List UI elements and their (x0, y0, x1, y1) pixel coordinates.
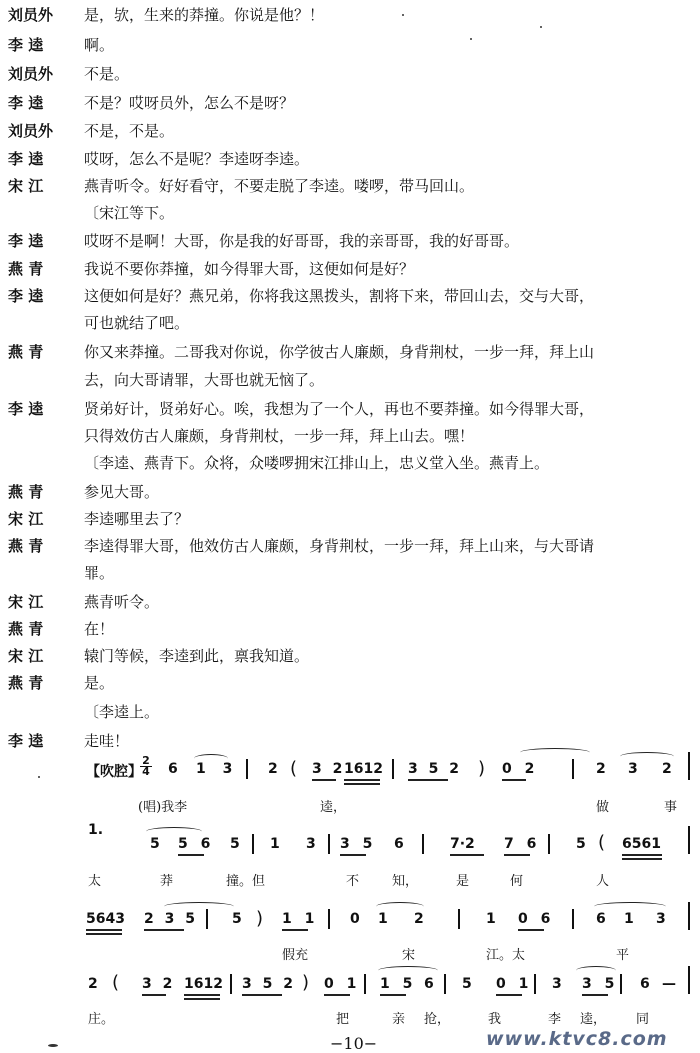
note: — (662, 976, 676, 992)
underline-mark (184, 998, 220, 1000)
slur-mark (520, 748, 590, 757)
speaker-name: 燕 青 (8, 674, 44, 692)
note: 6 (424, 976, 434, 992)
note: 5 (462, 976, 472, 992)
underline-mark (450, 854, 484, 856)
note: 1612 (184, 976, 223, 992)
bar-line (392, 759, 394, 779)
note: 3 5 2 (408, 761, 462, 777)
note: 1 (624, 911, 634, 927)
dialogue-text: 李逵得罪大哥，他效仿古人廉颇，身背荆杖，一步一拜，拜上山来，与大哥请 (84, 537, 595, 555)
speaker-name: 燕 青 (8, 343, 44, 361)
note: 3 5 2 (242, 976, 296, 992)
scan-speck (470, 38, 472, 40)
note: 5 (150, 836, 160, 852)
note: 3 (306, 836, 316, 852)
note: 1 5 (380, 976, 417, 992)
lyric: 太 (88, 874, 102, 889)
dialogue-text: 我说不要你莽撞，如今得罪大哥，这便如何是好？ (84, 260, 415, 278)
slur-mark (576, 966, 616, 975)
underline-mark (504, 854, 530, 856)
bar-line (328, 834, 330, 854)
lyric: 事 (664, 800, 678, 815)
lyric: 是 (456, 874, 470, 889)
note: 3 2 (142, 976, 176, 992)
dialogue-text: 贤弟好计，贤弟好心。唉，我想为了一个人，再也不要莽撞。如今得罪大哥， (84, 400, 595, 418)
underline-mark (408, 779, 448, 781)
lyric: 平 (616, 948, 630, 963)
dialogue-text: 哎呀不是啊！大哥，你是我的好哥哥，我的亲哥哥，我的好哥哥。 (84, 232, 520, 250)
bar-line (252, 834, 254, 854)
bar-line (206, 909, 208, 929)
watermark: www.ktvc8.com (486, 1028, 668, 1050)
underline-mark (144, 929, 184, 931)
scan-speck (402, 14, 404, 16)
bar-line (422, 834, 424, 854)
bar-line (364, 974, 366, 994)
note: 0 1 (496, 976, 533, 992)
note: 6561 (622, 836, 661, 852)
speaker-name: 李 逵 (8, 150, 44, 168)
dialogue-text: 在！ (84, 620, 115, 638)
underline-mark (380, 994, 406, 996)
lyric: 同 (636, 1012, 650, 1027)
slur-mark (164, 902, 234, 911)
dialogue-text: 走哇！ (84, 732, 130, 750)
lyric: 庄。 (88, 1012, 115, 1027)
note: 3 2 (312, 761, 346, 777)
note: 3 5 (340, 836, 377, 852)
note: 2 3 5 (144, 911, 198, 927)
underline-mark (582, 994, 608, 996)
underline-mark (622, 854, 662, 856)
underline-mark (344, 783, 380, 785)
underline-mark (496, 994, 522, 996)
dialogue-text: 啊。 (84, 36, 115, 54)
paren-open: ( (112, 972, 120, 993)
note: 6 (168, 761, 178, 777)
dialogue-continuation: 罪。 (84, 564, 115, 582)
slur-mark (594, 902, 666, 911)
underline-mark (142, 994, 166, 996)
note: 5 (576, 836, 586, 852)
dialogue-continuation: 去，向大哥请罪，大哥也就无恼了。 (84, 371, 325, 389)
stage-direction: 〔李逵上。 (84, 703, 160, 721)
speaker-name: 李 逵 (8, 287, 44, 305)
underline-mark (86, 933, 122, 935)
speaker-name: 李 逵 (8, 232, 44, 250)
note: 3 (656, 911, 666, 927)
note: 0 6 (518, 911, 555, 927)
speaker-name: 李 逵 (8, 94, 44, 112)
bar-line (688, 966, 690, 994)
note: 2 (414, 911, 424, 927)
note: 7 6 (504, 836, 541, 852)
lyric: 亲 (392, 1012, 406, 1027)
lyric: 撞。但 (226, 874, 266, 889)
speaker-name: 燕 青 (8, 537, 44, 555)
speaker-name: 燕 青 (8, 620, 44, 638)
lyric: 逵， (320, 800, 347, 815)
note: 5 (230, 836, 240, 852)
slur-mark (620, 752, 674, 761)
dialogue-text: 辕门等候，李逵到此，禀我知道。 (84, 647, 310, 665)
dialogue-text: 参见大哥。 (84, 483, 160, 501)
paren-close: ) (256, 908, 264, 929)
lyric: 做 (596, 800, 610, 815)
underline-mark (282, 929, 308, 931)
underline-mark (340, 854, 366, 856)
underline-mark (242, 994, 282, 996)
bar-line (444, 974, 446, 994)
note: 3 (552, 976, 562, 992)
time-signature-top: 2 (142, 754, 150, 767)
scan-speck (540, 26, 542, 28)
lyric: 莽 (160, 874, 174, 889)
note: 1612 (344, 761, 383, 777)
note: 7·2 (450, 836, 475, 852)
note: 1. (88, 822, 104, 838)
dialogue-text: 是。 (84, 674, 115, 692)
note: 5643 (86, 911, 125, 927)
dialogue-text: 哎呀，怎么不是呢？李逵呀李逵。 (84, 150, 310, 168)
underline-mark (86, 929, 122, 931)
dialogue-continuation: 可也就结了吧。 (84, 314, 190, 332)
note: 3 (628, 761, 638, 777)
speaker-name: 宋 江 (8, 593, 44, 611)
dialogue-text: 这便如何是好？燕兄弟，你将我这黑拨头，割将下来，带回山去，交与大哥， (84, 287, 595, 305)
note: 6 (640, 976, 650, 992)
bar-line (572, 759, 574, 779)
dialogue-text: 是，欤，生来的莽撞。你说是他？！ (84, 6, 325, 24)
lyric: 宋 (402, 948, 416, 963)
bar-line (534, 974, 536, 994)
speaker-name: 燕 青 (8, 483, 44, 501)
speaker-name: 宋 江 (8, 647, 44, 665)
lyric: 逵， (580, 1012, 607, 1027)
speaker-name: 燕 青 (8, 260, 44, 278)
underline-mark (312, 779, 336, 781)
dialogue-text: 燕青听令。好好看守，不要走脱了李逵。喽啰，带马回山。 (84, 177, 475, 195)
slur-mark (376, 902, 424, 911)
stage-direction: 〔李逵、燕青下。众将，众喽啰拥宋江排山上，忠义堂入坐。燕青上。 (84, 454, 550, 472)
page-number: −10− (330, 1034, 378, 1053)
dialogue-text: 不是，不是。 (84, 122, 175, 140)
bar-line (246, 759, 248, 779)
paren-open: ( (598, 832, 606, 853)
lyric: 知， (392, 874, 419, 889)
speaker-name: 李 逵 (8, 732, 44, 750)
note: 2 (88, 976, 98, 992)
scan-speck (38, 776, 40, 778)
speaker-name: 宋 江 (8, 177, 44, 195)
scan-speck (48, 1044, 58, 1047)
note: 0 2 (502, 761, 539, 777)
time-signature (140, 756, 152, 777)
lyric: 江。太 (486, 948, 526, 963)
lyric: 何 (510, 874, 524, 889)
dialogue-text: 李逵哪里去了？ (84, 510, 190, 528)
note: 1 (270, 836, 280, 852)
bar-line (230, 974, 232, 994)
time-signature-bottom: 4 (140, 766, 152, 777)
note: 2 (596, 761, 606, 777)
note: 2 (662, 761, 672, 777)
speaker-name: 刘员外 (8, 65, 54, 83)
speaker-name: 宋 江 (8, 510, 44, 528)
bar-line (328, 909, 330, 929)
underline-mark (324, 994, 350, 996)
paren-close: ) (478, 758, 486, 779)
note: 1 3 (196, 761, 239, 777)
stage-direction: 〔宋江等下。 (84, 204, 175, 222)
speaker-name: 刘员外 (8, 122, 54, 140)
note: 0 (350, 911, 360, 927)
dialogue-text: 燕青听令。 (84, 593, 160, 611)
slur-mark (378, 966, 438, 975)
bar-line (688, 902, 690, 930)
underline-mark (184, 994, 220, 996)
dialogue-text: 你又来莽撞。二哥我对你说，你学彼古人廉颇，身背荆杖，一步一拜，拜上山 (84, 343, 595, 361)
note: 1 (486, 911, 496, 927)
paren-close: ) (302, 972, 310, 993)
note: 1 (378, 911, 388, 927)
note: 0 1 (324, 976, 361, 992)
underline-mark (502, 779, 526, 781)
underline-mark (518, 929, 544, 931)
tune-label: 【吹腔】 (86, 764, 142, 780)
dialogue-continuation: 只得效仿古人廉颇，身背荆杖，一步一拜，拜上山去。嘿！ (84, 427, 475, 445)
paren-open: ( (290, 758, 298, 779)
dialogue-text: 不是。 (84, 65, 130, 83)
bar-line (572, 909, 574, 929)
underline-mark (622, 858, 662, 860)
note: 5 (232, 911, 242, 927)
speaker-name: 李 逵 (8, 36, 44, 54)
lyric: (唱)我李 (138, 800, 188, 815)
note: 5 6 (178, 836, 215, 852)
lyric: 李 (548, 1012, 562, 1027)
speaker-name: 李 逵 (8, 400, 44, 418)
bar-line (688, 752, 690, 780)
slur-mark (194, 754, 228, 763)
bar-line (548, 834, 550, 854)
slur-mark (146, 827, 202, 836)
lyric: 我 (488, 1012, 502, 1027)
lyric: 假充 (282, 948, 309, 963)
note: 6 (394, 836, 404, 852)
note: 3 5 (582, 976, 619, 992)
lyric: 把 (336, 1012, 350, 1027)
speaker-name: 刘员外 (8, 6, 54, 24)
lyric: 不 (346, 874, 360, 889)
note: 2 (268, 761, 278, 777)
bar-line (688, 826, 690, 854)
lyric: 人 (596, 874, 610, 889)
lyric: 抢， (424, 1012, 451, 1027)
underline-mark (178, 854, 204, 856)
underline-mark (344, 779, 380, 781)
note: 6 (596, 911, 606, 927)
dialogue-text: 不是？哎呀员外，怎么不是呀？ (84, 94, 295, 112)
bar-line (620, 974, 622, 994)
note: 1 1 (282, 911, 319, 927)
bar-line (458, 909, 460, 929)
